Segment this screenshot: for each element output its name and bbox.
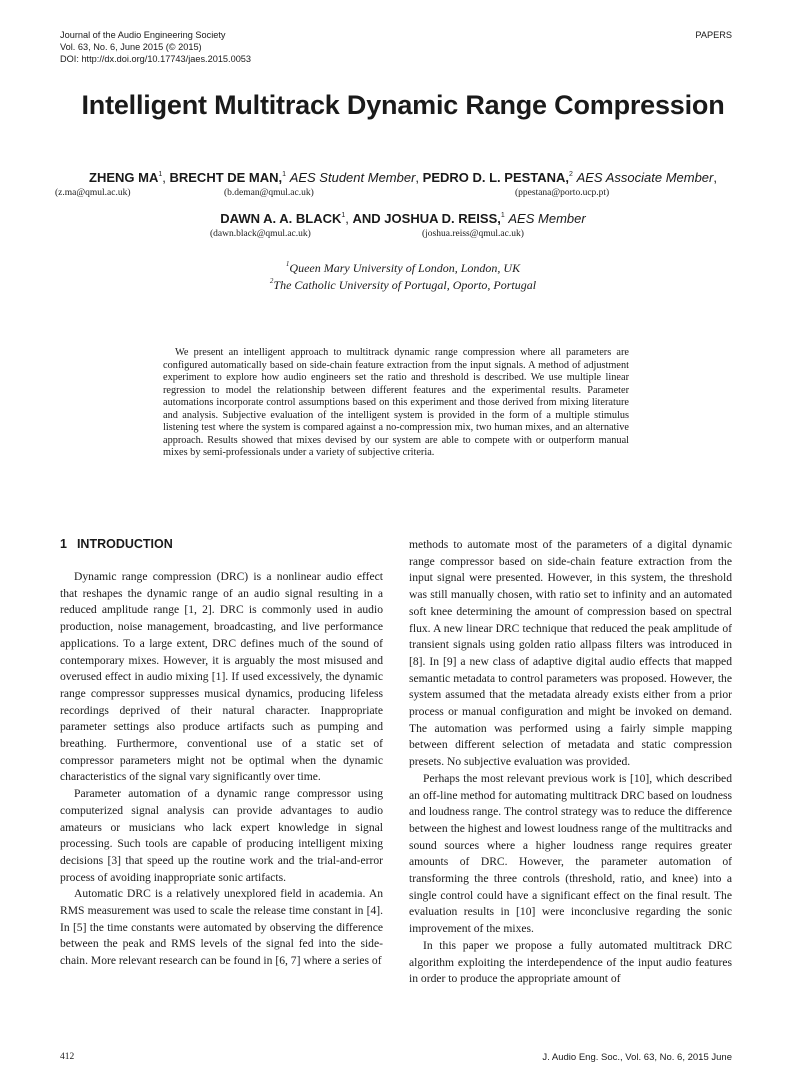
- journal-name: Journal of the Audio Engineering Society: [60, 30, 226, 40]
- author-email: (z.ma@qmul.ac.uk): [55, 188, 131, 198]
- affiliation-text: The Catholic University of Portugal, Oporto, Portugal: [273, 278, 537, 292]
- affiliation: [0, 277, 806, 293]
- author-line-2: DAWN A. A. BLACK$^1$, AND JOSHUA D. REISS,$^1$ AES Member: [220, 211, 586, 226]
- affiliation: [0, 260, 806, 276]
- affiliation-text: Queen Mary University of London, London, UK: [289, 261, 521, 275]
- paragraph: Automatic DRC is a relatively unexplored field in academia. An RMS measurement was used to scale the release time constant in [4]. In [5] the time constants were automated by observing the difference between the peak and RMS levels of the signal fed into the side-chain. More relevant research can be found in [6, 7] where a series of: [60, 887, 383, 968]
- author-name: AND JOSHUA D. REISS,: [352, 211, 501, 226]
- author-affil-sup: 1: [282, 171, 287, 178]
- author-email: (dawn.black@qmul.ac.uk): [210, 229, 311, 239]
- section-label: PAPERS: [695, 30, 732, 40]
- affiliation-sup: 1: [285, 260, 290, 268]
- author-membership: AES Student Member: [289, 170, 416, 185]
- section-title: INTRODUCTION: [76, 537, 173, 551]
- body-column-left: [60, 569, 383, 970]
- page-number: 412: [60, 1052, 75, 1062]
- affiliation-sup: 2: [269, 277, 274, 285]
- paragraph: Parameter automation of a dynamic range compressor using computerized signal analysis can provide advantages to audio amateurs or musicians who lack expert knowledge in signal processing. Such tools are capable of producing intelligent mixing decisions [3] that speed up the routine work and the trial-and-error process of avoiding inappropriate sonic artifacts.: [60, 787, 383, 884]
- author-affil-sup: 1: [341, 212, 346, 219]
- author-affil-sup: 2: [569, 171, 573, 178]
- author-email: (b.deman@qmul.ac.uk): [224, 188, 314, 198]
- paragraph: In this paper we propose a fully automated multitrack DRC algorithm exploiting the interdependence of the input audio features in order to produce the appropriate amount of: [409, 938, 732, 986]
- paragraph: Dynamic range compression (DRC) is a nonlinear audio effect that reshapes the dynamic range of an audio signal resulting in a reduced amplitude range [1, 2]. DRC is commonly used in audio production, noise management, broadcasting, and live performance applications. To a large extent, DRC defines much of the sound of contemporary mixes. However, it is arguably the most misused and overused effect in audio mixing [1]. If used excessively, the dynamic range compressor suppresses musical dynamics, producing lifeless recordings deprived of their natural character. Inappropriate parameter settings also produce artifacts such as pumping and breathing. Furthermore, conventional use of a static set of compressor parameters might not be optimal when the dynamic characteristics of the signal vary significantly over time.: [60, 570, 383, 784]
- author-affil-sup: 1: [158, 171, 163, 178]
- journal-volume: Vol. 63, No. 6, June 2015 (© 2015): [60, 42, 202, 52]
- footer-citation: J. Audio Eng. Soc., Vol. 63, No. 6, 2015 June: [542, 1052, 732, 1063]
- abstract: We present an intelligent approach to multitrack dynamic range compression where all parameters are configured automatically based on side-chain feature extraction from the input signals. A method of adjustment experiment to explore how audio engineers set the ratio and threshold is described. We use multiple linear regression to model the relationship between different features and the experimental results. Parameter automations incorporate control assumptions based on this experiment and those derived from mixing literature and analysis. Subjective evaluation of the intelligent system is provided in the form of a multiple stimulus listening test where the system is compared against a no-compression mix, two human mixes, and an alternative approach. Results showed that mixes devised by our system are able to compete with or outperform manual mixes by semi-professionals under a variety of subjective criteria.: [163, 347, 629, 458]
- section-heading: [60, 537, 173, 551]
- author-membership: AES Member: [508, 211, 586, 226]
- author-name: BRECHT DE MAN,: [169, 170, 283, 185]
- paper-title: Intelligent Multitrack Dynamic Range Compression: [81, 90, 725, 120]
- paragraph: Perhaps the most relevant previous work is [10], which described an off-line method for automating multitrack DRC based on loudness and loudness range. The control strategy was to reduce the difference between the highest and lowest loudness range of the multitracks and sound sources where a higher loudness range requires greater amounts of DRC. However, the parameter automation of transforming the three controls (threshold, ratio, and knee) into a single control could have a significant effect on the final result. The evaluation results in [10] were inconclusive regarding the sonic improvement of the mixes.: [409, 771, 732, 936]
- author-affil-sup: 1: [500, 212, 505, 219]
- author-email: (joshua.reiss@qmul.ac.uk): [422, 229, 524, 239]
- paragraph: methods to automate most of the parameters of a digital dynamic range compressor based on side-chain feature extraction from the input signal were presented. However, in this system, the threshold was still manually chosen, with ratio set to infinity and an automated soft knee determining the amount of compression based on spectral flux. A new linear DRC technique that reduced the peak amplitude of transient signals using golden ratio allpass filters was introduced in [8]. In [9] a new class of adaptive digital audio effects that mapped semantic metadata to control parameters was proposed. However, the system assumed that the metadata already exists either from a prior process or manual configuration and might be invoked on demand. The automation was performed using a fairly simple mapping between different selection of metadata and static compression presets. No subjective evaluation was provided.: [409, 538, 732, 769]
- section-number: 1: [60, 537, 67, 551]
- journal-header: [60, 29, 251, 65]
- author-email: (ppestana@porto.ucp.pt): [515, 188, 610, 198]
- body-column-right: [409, 537, 732, 988]
- author-name: PEDRO D. L. PESTANA,: [422, 170, 570, 185]
- author-line-1: ZHENG $MA^1$, BRECHT DE MAN,$^1$ AES Student Member, PEDRO D. L. PESTANA,$^2$ AES Associate Member,: [89, 170, 717, 185]
- author-name: ZHENG MA: [89, 170, 159, 185]
- author-membership: AES Associate Member: [576, 170, 714, 185]
- journal-doi: DOI: http://dx.doi.org/10.17743/jaes.2015.0053: [60, 54, 252, 64]
- author-name: DAWN A. A. BLACK: [220, 211, 342, 226]
